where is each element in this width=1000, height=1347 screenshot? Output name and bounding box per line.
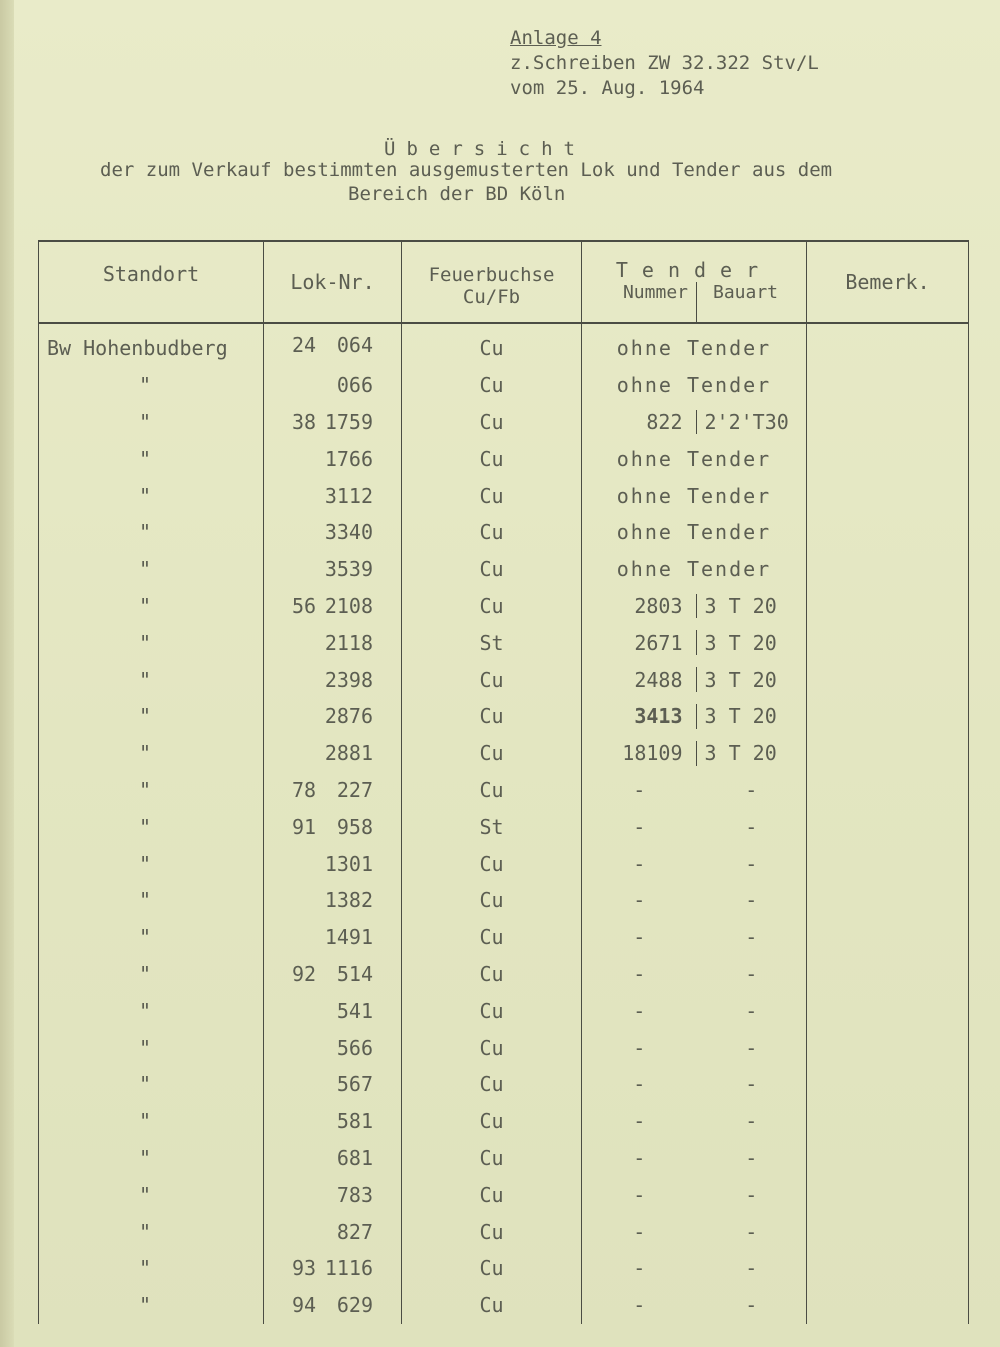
table-row [39,514,969,551]
cell-standort: " [39,1213,264,1250]
lok-series: 78 [292,777,317,802]
cell-feuerbuchse: Cu [402,882,582,919]
cell-tender-nummer: - [582,1176,697,1213]
lok-number: 3112 [324,483,373,508]
cell-lok-nr [264,1140,402,1177]
cell-standort: " [39,992,264,1029]
table-row [39,477,969,514]
cell-tender-nummer: 18109 [582,735,697,772]
cell-lok-nr [264,440,402,477]
cell-standort: " [39,661,264,698]
cell-standort: " [39,624,264,661]
lok-number: 514 [336,961,373,986]
cell-feuerbuchse: Cu [402,588,582,625]
cell-standort: " [39,845,264,882]
cell-lok-nr [264,882,402,919]
header-standort: Standort [39,241,264,323]
lok-number: 1301 [324,851,373,876]
subtitle-line-1: der zum Verkauf bestimmten ausgemusterten Lok und Tender aus dem [100,159,833,181]
cell-bemerk [807,661,969,698]
table-row [39,661,969,698]
cell-tender-nummer: - [582,772,697,809]
table-row [39,735,969,772]
cell-bemerk [807,1287,969,1324]
cell-standort: " [39,882,264,919]
cell-lok-nr [264,735,402,772]
cell-tender-nummer: 822 [582,404,697,441]
cell-lok-nr [264,956,402,993]
lok-number: 567 [336,1072,373,1097]
table-row [39,367,969,404]
lok-number: 783 [336,1182,373,1207]
table-row [39,772,969,809]
cell-bemerk [807,1176,969,1213]
cell-tender-nummer: - [582,956,697,993]
table-row [39,404,969,441]
cell-feuerbuchse: Cu [402,919,582,956]
cell-feuerbuchse: Cu [402,440,582,477]
cell-lok-nr [264,477,402,514]
lok-number: 827 [336,1219,373,1244]
cell-tender-nummer: 2803 [582,588,697,625]
lok-number: 1759 [324,409,373,434]
cell-feuerbuchse: Cu [402,956,582,993]
cell-standort: " [39,919,264,956]
table-row [39,956,969,993]
cell-standort: " [39,367,264,404]
cell-bemerk [807,624,969,661]
table-row [39,919,969,956]
cell-standort: " [39,440,264,477]
cell-standort: " [39,514,264,551]
table-row [39,1250,969,1287]
cell-standort: " [39,1140,264,1177]
cell-lok-nr [264,624,402,661]
cell-lok-nr [264,514,402,551]
header-feuerbuchse-line1: Feuerbuchse [428,264,555,286]
cell-lok-nr [264,404,402,441]
lok-series: 24 [292,333,317,358]
table-row [39,882,969,919]
cell-tender-bauart: 3 T 20 [697,661,807,698]
cell-bemerk [807,772,969,809]
cell-standort: " [39,1250,264,1287]
cell-tender-nummer: - [582,1287,697,1324]
cell-feuerbuchse: Cu [402,323,582,367]
lok-series: 91 [292,814,317,839]
table-row [39,624,969,661]
table-row [39,1213,969,1250]
lok-series: 92 [292,961,317,986]
cell-lok-nr [264,992,402,1029]
cell-bemerk [807,1029,969,1066]
page-edge [0,0,14,1347]
lok-number: 2876 [324,704,373,729]
cell-tender-bauart: 3 T 20 [697,624,807,661]
cell-lok-nr [264,1213,402,1250]
cell-bemerk [807,956,969,993]
lok-number: 1116 [324,1256,373,1281]
cell-bemerk [807,514,969,551]
cell-feuerbuchse: Cu [402,404,582,441]
cell-tender: ohne Tender [582,367,807,404]
cell-tender-nummer: - [582,1250,697,1287]
cell-tender: ohne Tender [582,514,807,551]
cell-bemerk [807,588,969,625]
cell-tender-nummer: - [582,1103,697,1140]
header-feuerbuchse-line2: Cu/Fb [462,286,521,308]
cell-tender-bauart: - [697,1029,807,1066]
cell-tender-bauart: 3 T 20 [697,698,807,735]
cell-bemerk [807,1066,969,1103]
lok-number: 2118 [324,630,373,655]
table-row [39,992,969,1029]
lok-number: 681 [336,1145,373,1170]
cell-feuerbuchse: Cu [402,992,582,1029]
lok-number: 541 [336,998,373,1023]
cell-lok-nr [264,1176,402,1213]
cell-bemerk [807,845,969,882]
header-bauart: Bauart [697,282,807,323]
cell-feuerbuchse: Cu [402,772,582,809]
lok-number: 1491 [324,925,373,950]
lok-number: 227 [336,777,373,802]
cell-tender-nummer: - [582,1029,697,1066]
cell-feuerbuchse: Cu [402,1213,582,1250]
cell-lok-nr [264,845,402,882]
table-row [39,1066,969,1103]
cell-feuerbuchse: Cu [402,845,582,882]
cell-lok-nr [264,588,402,625]
table-row [39,1103,969,1140]
table-row [39,1140,969,1177]
cell-tender: ohne Tender [582,323,807,367]
cell-standort: " [39,404,264,441]
cell-bemerk [807,477,969,514]
cell-lok-nr [264,323,402,367]
cell-tender-bauart: - [697,1287,807,1324]
cell-standort: " [39,1066,264,1103]
table-row [39,808,969,845]
cell-bemerk [807,551,969,588]
cell-feuerbuchse: Cu [402,1029,582,1066]
cell-feuerbuchse: Cu [402,514,582,551]
header-feuerbuchse [402,241,582,323]
cell-standort: " [39,698,264,735]
cell-standort: " [39,588,264,625]
cell-tender-nummer: - [582,919,697,956]
cell-bemerk [807,367,969,404]
cell-standort: " [39,956,264,993]
cell-tender-bauart: - [697,1103,807,1140]
cell-bemerk [807,992,969,1029]
lok-number: 2881 [324,741,373,766]
cell-lok-nr [264,919,402,956]
cell-feuerbuchse: St [402,624,582,661]
cell-tender-bauart: - [697,992,807,1029]
cell-standort: " [39,1103,264,1140]
cell-bemerk [807,1140,969,1177]
cell-tender-nummer: 2488 [582,661,697,698]
lok-number: 581 [336,1109,373,1134]
cell-tender-bauart: 3 T 20 [697,735,807,772]
cell-feuerbuchse: Cu [402,1176,582,1213]
cell-tender-bauart: - [697,808,807,845]
subtitle-line-2: Bereich der BD Köln [348,183,566,205]
cell-feuerbuchse: Cu [402,367,582,404]
cell-feuerbuchse: Cu [402,1103,582,1140]
cell-tender-bauart: - [697,1140,807,1177]
cell-tender-bauart: - [697,956,807,993]
document-subtitle [100,158,832,206]
cell-bemerk [807,735,969,772]
cell-standort: " [39,772,264,809]
cell-standort: Bw Hohenbudberg [39,323,264,367]
table-row [39,698,969,735]
cell-tender-nummer: - [582,1066,697,1103]
lok-series: 56 [292,593,317,618]
cell-bemerk [807,919,969,956]
lok-number: 958 [336,814,373,839]
lok-number: 1382 [324,888,373,913]
cell-bemerk [807,404,969,441]
lok-series: 38 [292,409,317,434]
lok-number: 629 [336,1293,373,1318]
cell-lok-nr [264,1287,402,1324]
header-tender: Tender [582,241,807,282]
cell-tender-nummer: 3413 [582,698,697,735]
cell-tender-nummer: - [582,1213,697,1250]
cell-tender-nummer: - [582,845,697,882]
table-row [39,845,969,882]
cell-tender-bauart: - [697,845,807,882]
cell-tender-nummer: - [582,1140,697,1177]
lok-series: 93 [292,1256,317,1281]
document-title: Übersicht [384,138,586,160]
cell-feuerbuchse: Cu [402,735,582,772]
cell-lok-nr [264,1029,402,1066]
header-bemerk: Bemerk. [807,241,969,323]
cell-bemerk [807,698,969,735]
cell-lok-nr [264,1250,402,1287]
cell-tender-bauart: 3 T 20 [697,588,807,625]
document-header [510,26,819,101]
cell-standort: " [39,1029,264,1066]
cell-feuerbuchse: Cu [402,698,582,735]
table-row [39,588,969,625]
cell-tender-bauart: - [697,919,807,956]
cell-lok-nr [264,367,402,404]
cell-tender-nummer: 2671 [582,624,697,661]
cell-tender-nummer: - [582,992,697,1029]
lok-number: 1766 [324,446,373,471]
lok-number: 566 [336,1035,373,1060]
lok-series: 94 [292,1293,317,1318]
header-nummer: Nummer [582,282,697,323]
cell-bemerk [807,1250,969,1287]
cell-tender-nummer: - [582,808,697,845]
cell-feuerbuchse: Cu [402,477,582,514]
cell-tender-bauart: - [697,1066,807,1103]
table-row [39,1287,969,1324]
table-row [39,323,969,367]
table-row [39,440,969,477]
lok-number: 066 [336,373,373,398]
cell-tender: ohne Tender [582,477,807,514]
cell-bemerk [807,1103,969,1140]
cell-lok-nr [264,698,402,735]
letter-date: vom 25. Aug. 1964 [510,77,705,99]
cell-bemerk [807,1213,969,1250]
cell-feuerbuchse: St [402,808,582,845]
locomotive-table [38,240,969,1324]
table-row [39,1176,969,1213]
cell-bemerk [807,808,969,845]
schreiben-reference: z.Schreiben ZW 32.322 Stv/L [510,52,819,74]
cell-tender: ohne Tender [582,551,807,588]
table-row [39,1029,969,1066]
cell-bemerk [807,323,969,367]
cell-feuerbuchse: Cu [402,1250,582,1287]
table-body [39,323,969,1324]
cell-feuerbuchse: Cu [402,1066,582,1103]
lok-number: 064 [336,333,373,358]
cell-tender-bauart: - [697,1250,807,1287]
cell-lok-nr [264,808,402,845]
cell-standort: " [39,1287,264,1324]
cell-standort: " [39,808,264,845]
cell-standort: " [39,735,264,772]
cell-lok-nr [264,1103,402,1140]
cell-lok-nr [264,551,402,588]
cell-bemerk [807,440,969,477]
lok-number: 3340 [324,520,373,545]
cell-tender: ohne Tender [582,440,807,477]
cell-standort: " [39,551,264,588]
lok-number: 2108 [324,593,373,618]
cell-feuerbuchse: Cu [402,1140,582,1177]
lok-number: 2398 [324,667,373,692]
cell-lok-nr [264,1066,402,1103]
anlage-label: Anlage 4 [510,27,602,49]
cell-tender-bauart: - [697,882,807,919]
cell-standort: " [39,477,264,514]
cell-tender-bauart: - [697,1213,807,1250]
cell-tender-nummer: - [582,882,697,919]
cell-tender-bauart: - [697,772,807,809]
header-lok-nr: Lok-Nr. [264,241,402,323]
cell-feuerbuchse: Cu [402,1287,582,1324]
cell-tender-bauart: 2'2'T30 [697,404,807,441]
lok-number: 3539 [324,557,373,582]
cell-lok-nr [264,772,402,809]
cell-feuerbuchse: Cu [402,551,582,588]
cell-lok-nr [264,661,402,698]
cell-tender-bauart: - [697,1176,807,1213]
cell-bemerk [807,882,969,919]
cell-feuerbuchse: Cu [402,661,582,698]
table-row [39,551,969,588]
cell-standort: " [39,1176,264,1213]
